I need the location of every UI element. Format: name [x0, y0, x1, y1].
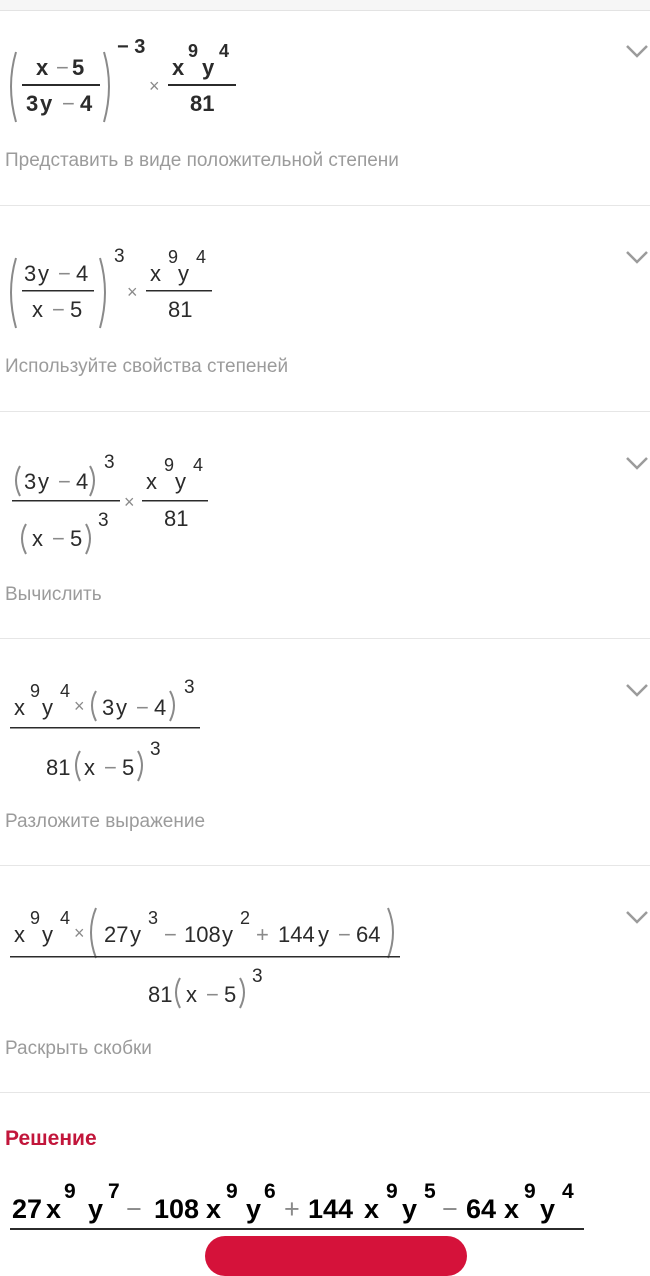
- svg-text:x: x: [150, 261, 161, 286]
- step-hint: Разложите выражение: [5, 811, 206, 832]
- svg-text:x: x: [146, 469, 157, 494]
- svg-text:x: x: [172, 55, 185, 80]
- svg-text:x: x: [186, 982, 197, 1007]
- svg-text:2: 2: [240, 908, 251, 928]
- svg-text:9: 9: [30, 681, 41, 701]
- svg-text:81: 81: [164, 506, 189, 531]
- svg-text:x: x: [504, 1194, 520, 1224]
- step-4-expression: [0, 639, 650, 799]
- svg-text:9: 9: [226, 1180, 238, 1203]
- svg-text:x: x: [32, 526, 43, 551]
- svg-text:×: ×: [149, 76, 160, 96]
- svg-text:×: ×: [124, 492, 135, 512]
- svg-text:y: y: [42, 922, 53, 947]
- svg-text:81: 81: [148, 982, 173, 1007]
- svg-text:5: 5: [122, 755, 135, 780]
- svg-text:9: 9: [524, 1180, 536, 1203]
- svg-text:x: x: [206, 1194, 222, 1224]
- svg-text:64: 64: [356, 922, 381, 947]
- svg-text:108: 108: [154, 1194, 200, 1224]
- svg-text:y: y: [88, 1194, 104, 1224]
- chevron-down-icon[interactable]: [624, 248, 650, 266]
- svg-text:y: y: [42, 695, 53, 720]
- svg-text:144: 144: [308, 1194, 354, 1224]
- svg-text:y: y: [116, 695, 127, 720]
- svg-text:−: −: [56, 55, 69, 80]
- svg-text:5: 5: [72, 55, 85, 80]
- step-3-expression: [0, 412, 650, 572]
- svg-text:x: x: [32, 297, 43, 322]
- svg-text:−: −: [52, 297, 65, 322]
- svg-text:−: −: [126, 1194, 142, 1224]
- svg-text:x: x: [364, 1194, 380, 1224]
- svg-text:4: 4: [154, 695, 167, 720]
- svg-text:27: 27: [104, 922, 129, 947]
- svg-text:y: y: [246, 1194, 262, 1224]
- svg-text:5: 5: [70, 526, 83, 551]
- chevron-down-icon[interactable]: [624, 42, 650, 60]
- svg-text:108: 108: [184, 922, 221, 947]
- svg-text:64: 64: [466, 1194, 497, 1224]
- svg-text:−: −: [338, 922, 351, 947]
- svg-text:y: y: [222, 922, 233, 947]
- svg-text:4: 4: [196, 247, 207, 267]
- step-2[interactable]: [0, 206, 650, 411]
- svg-text:9: 9: [164, 455, 175, 475]
- svg-text:4: 4: [562, 1180, 574, 1203]
- svg-text:−: −: [62, 91, 75, 116]
- step-1-expression: [0, 0, 650, 140]
- svg-text:y: y: [38, 469, 49, 494]
- svg-text:4: 4: [193, 455, 204, 475]
- svg-text:−: −: [104, 755, 117, 780]
- svg-text:144: 144: [278, 922, 315, 947]
- svg-text:−: −: [58, 261, 71, 286]
- solution-label: Решение: [5, 1127, 97, 1150]
- step-1[interactable]: [0, 0, 650, 205]
- svg-text:− 3: − 3: [117, 36, 146, 58]
- svg-text:3: 3: [184, 677, 195, 698]
- svg-text:−: −: [136, 695, 149, 720]
- svg-text:3: 3: [252, 966, 263, 987]
- svg-text:−: −: [58, 469, 71, 494]
- svg-text:y: y: [402, 1194, 418, 1224]
- svg-text:y: y: [175, 469, 186, 494]
- step-5[interactable]: [0, 866, 650, 1092]
- svg-text:y: y: [318, 922, 329, 947]
- svg-text:+: +: [284, 1194, 300, 1224]
- step-3[interactable]: [0, 412, 650, 638]
- svg-text:×: ×: [74, 923, 85, 943]
- svg-text:−: −: [442, 1194, 458, 1224]
- svg-text:x: x: [84, 755, 95, 780]
- step-hint: Представить в виде положительной степени: [5, 150, 399, 171]
- svg-text:x: x: [14, 922, 25, 947]
- step-4[interactable]: [0, 639, 650, 865]
- svg-text:3: 3: [150, 739, 161, 760]
- svg-text:3: 3: [104, 452, 115, 473]
- chevron-down-icon[interactable]: [624, 681, 650, 699]
- svg-text:3: 3: [102, 695, 115, 720]
- svg-text:y: y: [540, 1194, 556, 1224]
- svg-text:y: y: [202, 55, 215, 80]
- svg-text:4: 4: [76, 469, 89, 494]
- svg-text:×: ×: [74, 696, 85, 716]
- svg-text:6: 6: [264, 1180, 276, 1203]
- svg-text:x: x: [14, 695, 25, 720]
- step-5-expression: [0, 866, 650, 1026]
- action-button[interactable]: [205, 1236, 467, 1276]
- solution-expression: [0, 1160, 650, 1240]
- svg-text:5: 5: [224, 982, 237, 1007]
- svg-text:5: 5: [424, 1180, 436, 1203]
- svg-text:y: y: [130, 922, 141, 947]
- svg-text:4: 4: [219, 41, 230, 61]
- svg-text:x: x: [46, 1194, 62, 1224]
- svg-text:x: x: [36, 55, 49, 80]
- svg-text:9: 9: [64, 1180, 76, 1203]
- svg-text:y: y: [40, 91, 53, 116]
- step-hint: Используйте свойства степеней: [5, 356, 289, 377]
- svg-text:3: 3: [24, 261, 37, 286]
- svg-text:3: 3: [114, 246, 125, 267]
- svg-text:4: 4: [60, 681, 71, 701]
- svg-text:7: 7: [108, 1180, 120, 1203]
- svg-text:×: ×: [127, 282, 138, 302]
- svg-text:+: +: [256, 922, 269, 947]
- svg-text:81: 81: [168, 297, 193, 322]
- chevron-down-icon[interactable]: [624, 454, 650, 472]
- svg-text:3: 3: [26, 91, 39, 116]
- svg-text:27: 27: [12, 1194, 43, 1224]
- divider: [0, 1092, 650, 1093]
- step-hint: Вычислить: [5, 584, 102, 605]
- svg-text:81: 81: [46, 755, 71, 780]
- svg-text:3: 3: [24, 469, 37, 494]
- svg-text:4: 4: [76, 261, 89, 286]
- step-hint: Раскрыть скобки: [5, 1038, 152, 1059]
- svg-text:9: 9: [168, 247, 179, 267]
- svg-text:−: −: [206, 982, 219, 1007]
- svg-text:3: 3: [148, 908, 159, 928]
- svg-text:5: 5: [70, 297, 83, 322]
- svg-text:y: y: [178, 261, 189, 286]
- step-2-expression: [0, 206, 650, 346]
- svg-text:81: 81: [190, 91, 215, 116]
- svg-text:4: 4: [80, 91, 93, 116]
- chevron-down-icon[interactable]: [624, 908, 650, 926]
- svg-text:9: 9: [188, 41, 199, 61]
- svg-text:y: y: [38, 261, 49, 286]
- svg-text:−: −: [52, 526, 65, 551]
- svg-text:−: −: [164, 922, 177, 947]
- svg-text:4: 4: [60, 908, 71, 928]
- svg-text:9: 9: [30, 908, 41, 928]
- svg-text:3: 3: [98, 510, 109, 531]
- svg-text:9: 9: [386, 1180, 398, 1203]
